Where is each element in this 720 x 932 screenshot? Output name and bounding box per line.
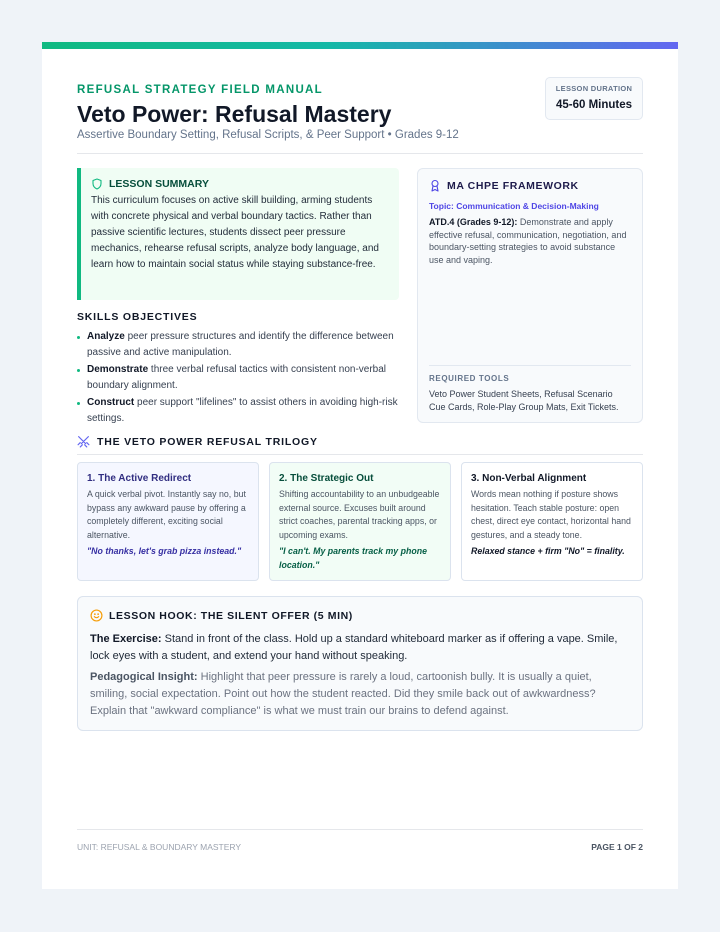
objective-text: three verbal refusal tactics with consistent non-verbal boundary alignment. [87, 364, 387, 391]
eyebrow-label: REFUSAL STRATEGY FIELD MANUAL [77, 84, 323, 96]
shield-icon [91, 178, 103, 190]
framework-panel [417, 168, 643, 423]
list-item [77, 362, 399, 394]
card-active-redirect [77, 462, 259, 581]
framework-topic: Topic: Communication & Decision-Making [429, 201, 599, 211]
required-tools [429, 365, 631, 413]
card-title: 1. The Active Redirect [87, 473, 192, 484]
card-quote: Relaxed stance + firm "No" = finality. [471, 546, 625, 556]
tools-value: Veto Power Student Sheets, Refusal Scenario Cue Cards, Role-Play Group Mats, Exit Tickets. [429, 389, 619, 412]
card-quote: "I can't. My parents track my phone location." [279, 546, 428, 570]
page-title: Veto Power: Refusal Mastery [77, 101, 392, 127]
standard-text: Demonstrate and apply effective refusal, communication, negotiation, and boundary-setting strategies to avoid substance use and vaping. [429, 217, 627, 265]
trilogy-heading: THE VETO POWER REFUSAL TRILOGY [97, 435, 318, 448]
card-body: Words mean nothing if posture shows hesitation. Teach stable posture: open chest, direct eye contact, horizontal hand gestures, and a steady tone. [471, 489, 631, 540]
header-divider [77, 153, 643, 154]
top-gradient-bar [42, 42, 678, 49]
card-strategic-out [269, 462, 451, 581]
card-title: 3. Non-Verbal Alignment [471, 473, 587, 484]
hook-exercise [90, 631, 630, 665]
skills-objectives [77, 311, 399, 428]
duration-value: 45-60 Minutes [555, 99, 633, 111]
card-non-verbal-alignment [461, 462, 643, 581]
card-quote: "No thanks, let's grab pizza instead." [87, 546, 242, 556]
award-ribbon-icon [429, 179, 441, 192]
page-subtitle: Assertive Boundary Setting, Refusal Scripts, & Peer Support • Grades 9-12 [77, 129, 459, 141]
summary-body: This curriculum focuses on active skill building, arming students with concrete physical and verbal boundary tactics. Rather than passive scientific lectures, students dissect peer pressure mechanics, rehearse refusal scripts, analyze body language, and learn how to maintain social status while staying substance-free. [91, 195, 379, 270]
footer-unit: UNIT: REFUSAL & BOUNDARY MASTERY [77, 842, 242, 852]
crossed-swords-icon [77, 435, 90, 448]
hook-heading: LESSON HOOK: THE SILENT OFFER (5 MIN) [109, 609, 353, 622]
card-title: 2. The Strategic Out [279, 473, 374, 484]
lesson-summary-box [77, 168, 399, 300]
exercise-label: The Exercise: [90, 633, 162, 645]
framework-standard [429, 216, 631, 266]
lesson-duration-badge [545, 77, 643, 120]
page [42, 42, 678, 889]
objective-text: peer pressure structures and identify the difference between passive and active manipulation. [87, 331, 394, 358]
hook-insight [90, 669, 630, 720]
duration-label: LESSON DURATION [555, 84, 633, 93]
exercise-text: Stand in front of the class. Hold up a standard whiteboard marker as if offering a vape. Smile, lock eyes with a student, and extend your hand without speaking. [90, 633, 618, 662]
objectives-list [77, 329, 399, 427]
framework-heading: MA CHPE FRAMEWORK [447, 179, 579, 192]
tools-label: REQUIRED TOOLS [429, 374, 510, 383]
page-number: PAGE 1 OF 2 [591, 842, 643, 852]
card-body: Shifting accountability to an unbudgeable external source. Excuses built around strict coaches, parental tracking apps, or upcoming exams. [279, 489, 440, 540]
insight-text: Highlight that peer pressure is rarely a loud, cartoonish bully. It is usually a quiet, smiling, social expectation. Point out how the student reacted. Did they smile back out of awkwardness? Explain that "awkward compliance" is what we must train our brains to defend against. [90, 671, 596, 717]
smiley-icon [90, 609, 103, 622]
summary-heading: LESSON SUMMARY [109, 178, 209, 190]
trilogy-divider [77, 454, 643, 455]
standard-code: ATD.4 (Grades 9-12): [429, 217, 518, 227]
page-footer [77, 842, 643, 852]
footer-divider [77, 829, 643, 830]
lesson-hook-box [77, 596, 643, 731]
objective-text: peer support "lifelines" to assist others in avoiding high-risk settings. [87, 397, 398, 424]
list-item [77, 329, 399, 361]
trilogy-cards [77, 462, 643, 581]
list-item [77, 395, 399, 427]
insight-label: Pedagogical Insight: [90, 671, 198, 683]
objectives-heading: SKILLS OBJECTIVES [77, 311, 198, 323]
card-body: A quick verbal pivot. Instantly say no, but bypass any awkward pause by offering a completely different, exciting social alternative. [87, 489, 246, 540]
objective-verb: Construct [87, 397, 135, 408]
objective-verb: Analyze [87, 331, 125, 342]
trilogy-heading-row [77, 435, 318, 448]
objective-verb: Demonstrate [87, 364, 149, 375]
